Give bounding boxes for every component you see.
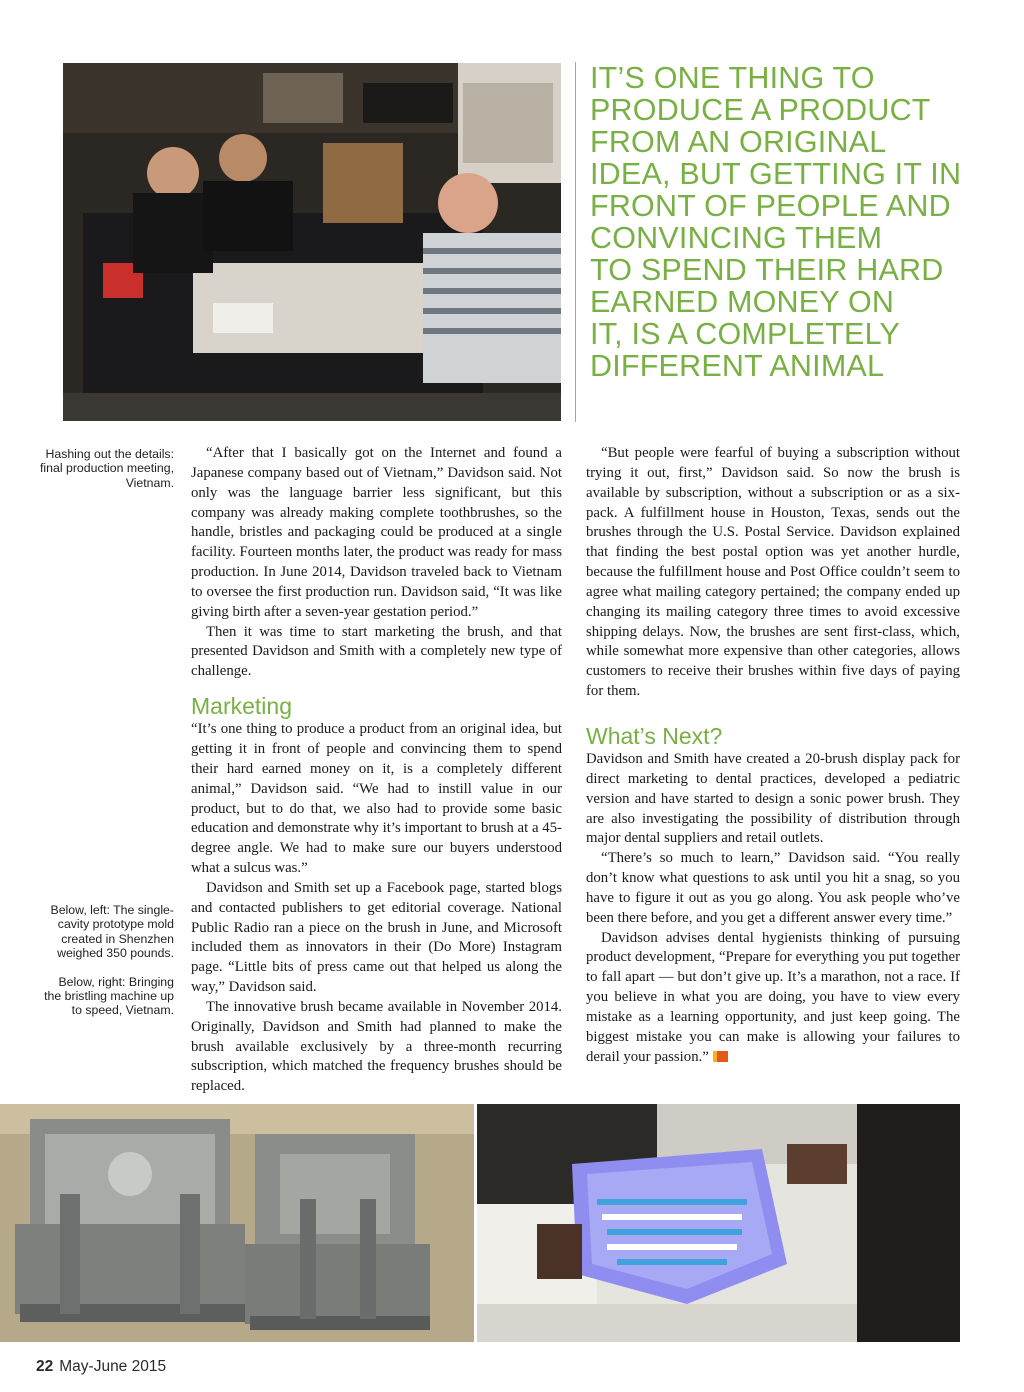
pull-quote-line: FRONT OF PEOPLE AND bbox=[590, 189, 951, 223]
prototype-mold-photo bbox=[0, 1104, 474, 1342]
pull-quote-line: IT’S ONE THING TO bbox=[590, 61, 875, 95]
bristling-machine-photo bbox=[477, 1104, 960, 1342]
section-heading-marketing: Marketing bbox=[191, 693, 292, 720]
production-meeting-photo bbox=[63, 63, 561, 421]
paragraph: “It’s one thing to produce a product from an original idea, but getting it in front of people and convincing them to spend their hard earned money on it, is a completely different animal,” Davidson said. “We had to instill value in our product, but to do that, we also had to provide some basic education and demonstrate why it’s important to brush at a 45-degree angle. We had to make sure our buyers understood what a sulcus was.” bbox=[191, 721, 562, 877]
closing-paragraph-text: Davidson advises dental hygienists thinking of pursuing product development, “Prepare for everything you put together to fall apart — but don’t give up. It’s a marathon, not a race. If you believe in what you are doing, you have to view every mistake as a learning opportunity, and just keep going. The biggest mistake you can make is allowing your failures to derail your passion.” bbox=[586, 929, 960, 1065]
end-mark-icon bbox=[713, 1051, 728, 1062]
page-footer bbox=[36, 1358, 166, 1376]
pull-quote-line: DIFFERENT ANIMAL bbox=[590, 349, 885, 383]
section-heading-whats-next: What’s Next? bbox=[586, 722, 723, 749]
paragraph: “After that I basically got on the Internet and found a Japanese company based out of Vietnam,” Davidson said. Not only was the language barrier less significant, but this company was already making complete toothbrushes, so the handle, bristles and packaging could be produced at a single facility. Fourteen months later, the product was ready for mass production. In June 2014, Davidson traveled back to Vietnam to oversee the first production run. Davidson said, “It was like giving birth after a seven-year gestation period.” bbox=[191, 445, 562, 620]
page-number: 22 bbox=[36, 1358, 54, 1375]
caption-top bbox=[40, 447, 174, 490]
pull-quote-line: FROM AN ORIGINAL bbox=[590, 125, 887, 159]
issue-date: May-June 2015 bbox=[59, 1358, 167, 1375]
article-column-right bbox=[586, 444, 960, 1067]
caption-text: Below, left: The single-cavity prototype mold created in Shenzhen weighed 350 pounds. bbox=[50, 903, 174, 961]
pull-quote-line: EARNED MONEY ON bbox=[590, 285, 895, 319]
paragraph: “But people were fearful of buying a subscription without trying it out, first,” Davidson said. So now the brush is available by subscription, without a subscription or as a six-pack. A fulfillment house in Houston, Texas, sends out the brushes through the U.S. Postal Service. Davidson explained that finding the best postal option was yet another hurdle, because the fulfillment house and Post Office couldn’t seem to agree what mailing category pertained; the company ended up changing its mailing category three times to avoid excessive shipping delays. Now, the brushes are sent first-class, which, while somewhat more expensive than other categories, allows customers to receive their brushes within five days of paying for them. bbox=[586, 445, 960, 700]
pull-quote-rule bbox=[575, 62, 576, 422]
pull-quote-line: IDEA, BUT GETTING IT IN bbox=[590, 157, 962, 191]
pull-quote-line: PRODUCE A PRODUCT bbox=[590, 93, 931, 127]
caption-text: Below, right: Bringing the bristling machine up to speed, Vietnam. bbox=[44, 974, 174, 1018]
pull-quote-line: IT, IS A COMPLETELY bbox=[590, 317, 901, 351]
pull-quote bbox=[590, 62, 970, 382]
article-column-left bbox=[191, 444, 562, 1097]
caption-bottom bbox=[40, 903, 174, 1018]
caption-text: Hashing out the details: final production meeting, Vietnam. bbox=[40, 447, 174, 490]
pull-quote-line: TO SPEND THEIR HARD bbox=[590, 253, 944, 287]
paragraph: Then it was time to start marketing the brush, and that presented Davidson and Smith with a completely new type of challenge. bbox=[191, 623, 562, 680]
paragraph: The innovative brush became available in November 2014. Originally, Davidson and Smith had planned to make the brush available exclusively by a three-month recurring subscription, which matched the frequency brushes should be replaced. bbox=[191, 998, 562, 1095]
pull-quote-line: CONVINCING THEM bbox=[590, 221, 883, 255]
paragraph: “There’s so much to learn,” Davidson said. “You really don’t know what questions to ask until you hit a snag, so you have to figure it out as you go along. You ask people who’ve been there before, and you get a different answer every time.” bbox=[586, 850, 960, 926]
paragraph: Davidson and Smith set up a Facebook page, started blogs and contacted publishers to get editorial coverage. National Public Radio ran a piece on the brush in June, and Microsoft included them as innovators in their (Do More) Instagram page. “Little bits of press came out that helped us along the way,” Davidson said. bbox=[191, 879, 562, 996]
paragraph bbox=[586, 929, 960, 1068]
paragraph: Davidson and Smith have created a 20-brush display pack for direct marketing to dental practices, developed a pediatric version and have started to design a sonic power brush. They are also investigating the possibility of distribution through major dental suppliers and retail outlets. bbox=[586, 750, 960, 847]
